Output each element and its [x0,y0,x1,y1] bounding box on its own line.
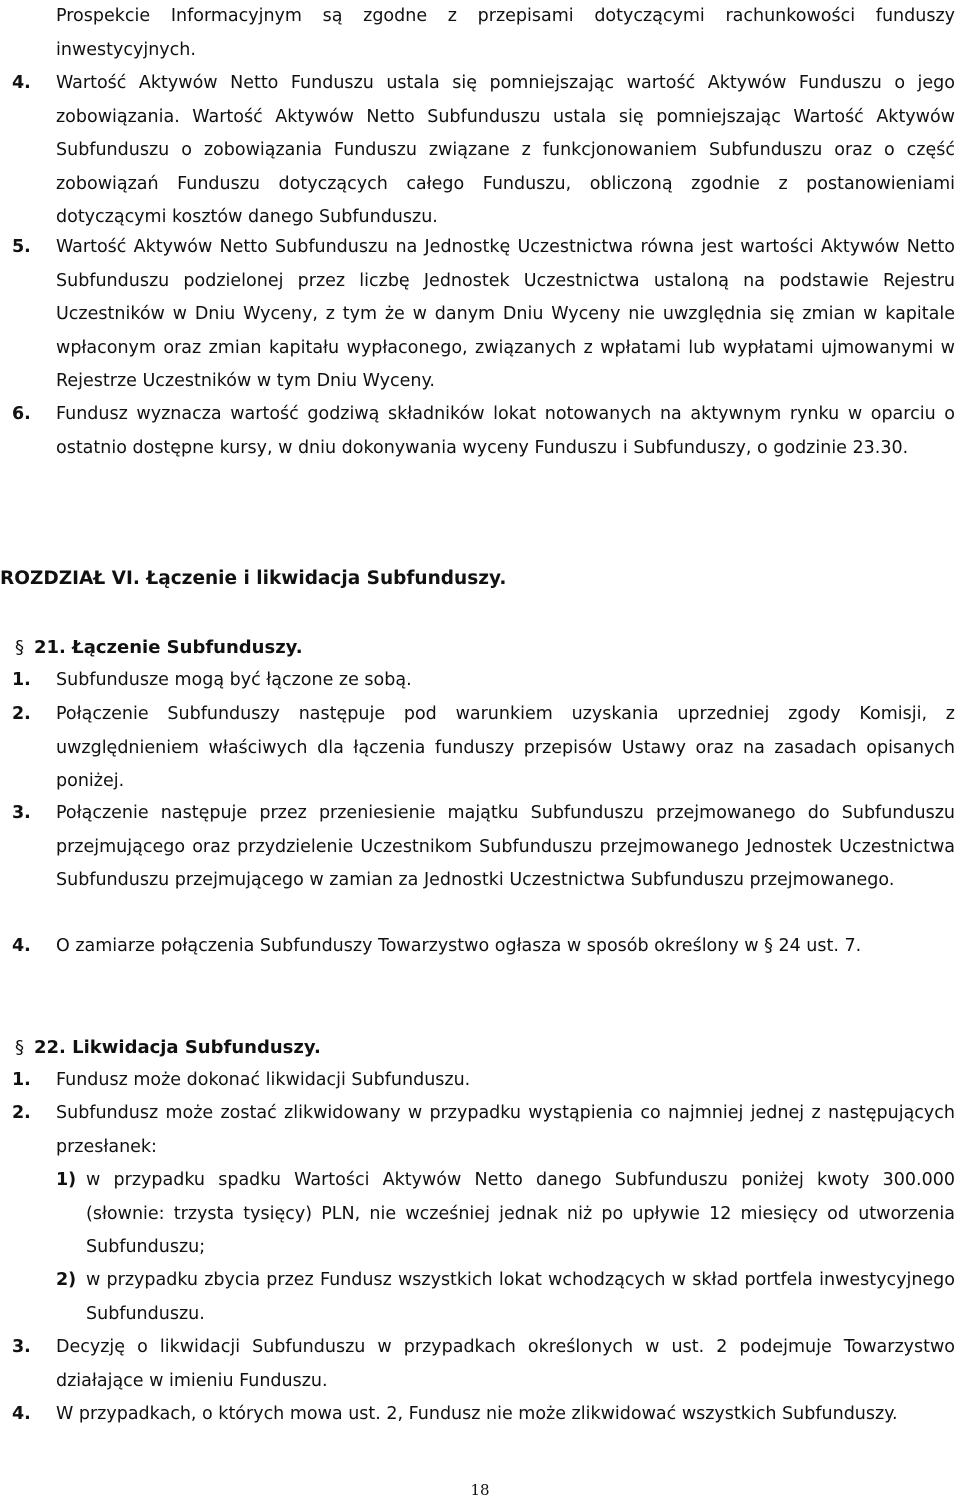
list-item [12,398,955,465]
list-item [12,1331,955,1398]
item-number: 1. [12,1070,31,1090]
section-title: 21. Łączenie Subfunduszy. [34,637,303,658]
continuation-paragraph: Prospekcie Informacyjnym są zgodne z przepisami dotyczącymi rachunkowości funduszy inwestycyjnych. [56,6,955,60]
item-text: Decyzję o likwidacji Subfunduszu w przypadkach określonych w ust. 2 podejmuje Towarzystwo działające w imieniu Funduszu. [56,1337,955,1391]
list-item [12,797,955,898]
sub-item-text: w przypadku zbycia przez Fundusz wszystkich lokat wchodzących w skład portfela inwestycyjnego Subfunduszu. [86,1270,955,1324]
item-number: 4. [12,936,31,956]
item-number: 3. [12,1337,31,1357]
page-number: 18 [470,1481,490,1499]
item-number: 2. [12,704,31,724]
list-item [12,1097,955,1164]
chapter-heading: ROZDZIAŁ VI. Łączenie i likwidacja Subfunduszy. [0,568,507,589]
item-text: Subfundusz może zostać zlikwidowany w przypadku wystąpienia co najmniej jednej z następujących przesłanek: [56,1103,955,1157]
sub-list-item [56,1164,955,1265]
item-number: 3. [12,803,31,823]
item-number: 6. [12,404,31,424]
sub-list-item [56,1264,955,1331]
list-item [12,930,955,964]
item-text: Fundusz może dokonać likwidacji Subfunduszu. [56,1070,471,1090]
item-text: Połączenie Subfunduszy następuje pod warunkiem uzyskania uprzedniej zgody Komisji, z uwzględnieniem właściwych dla łączenia funduszy przepisów Ustawy oraz na zasadach opisanych poniżej. [56,704,955,791]
sub-item-number: 2) [56,1270,77,1290]
list-item [12,698,955,799]
item-number: 1. [12,670,31,690]
item-number: 4. [12,1404,31,1424]
item-text: O zamiarze połączenia Subfunduszy Towarzystwo ogłasza w sposób określony w § 24 ust. 7. [56,936,862,956]
section-heading [15,1031,321,1065]
item-text: W przypadkach, o których mowa ust. 2, Fundusz nie może zlikwidować wszystkich Subfunduszy. [56,1404,898,1424]
item-text: Wartość Aktywów Netto Funduszu ustala się pomniejszając wartość Aktywów Funduszu o jego zobowiązania. Wartość Aktywów Netto Subfunduszu ustala się pomniejszając Wartość Aktywów Subfunduszu o zobowiązania Funduszu związane z funkcjonowaniem Subfunduszu oraz o część zobowiązań Funduszu dotyczących całego Funduszu, obliczoną zgodnie z postanowieniami dotyczącymi kosztów danego Subfunduszu. [56,73,955,227]
item-text: Połączenie następuje przez przeniesienie majątku Subfunduszu przejmowanego do Subfunduszu przejmującego oraz przydzielenie Uczestnikom Subfunduszu przejmowanego Jednostek Uczestnictwa Subfunduszu przejmującego w zamian za Jednostki Uczestnictwa Subfunduszu przejmowanego. [56,803,955,890]
list-item [12,1064,955,1098]
list-item [12,664,955,698]
section-symbol: § [15,637,24,658]
list-item [12,1398,955,1432]
section-title: 22. Likwidacja Subfunduszy. [34,1037,321,1058]
item-text: Subfundusze mogą być łączone ze sobą. [56,670,412,690]
item-text: Fundusz wyznacza wartość godziwą składników lokat notowanych na aktywnym rynku w oparciu o ostatnio dostępne kursy, w dniu dokonywania wyceny Funduszu i Subfunduszy, o godzinie 23.30. [56,404,955,458]
section-heading [15,631,303,665]
sub-item-text: w przypadku spadku Wartości Aktywów Netto danego Subfunduszu poniżej kwoty 300.000 (słownie: trzysta tysięcy) PLN, nie wcześniej jednak niż po upływie 12 miesięcy od utworzenia Subfunduszu; [86,1170,955,1257]
item-number: 4. [12,73,31,93]
list-item [12,231,955,399]
item-text: Wartość Aktywów Netto Subfunduszu na Jednostkę Uczestnictwa równa jest wartości Aktywów Netto Subfunduszu podzielonej przez liczbę Jednostek Uczestnictwa ustaloną na podstawie Rejestru Uczestników w Dniu Wyceny, z tym że w danym Dniu Wyceny nie uwzględnia się zmian w kapitale wpłaconym oraz zmian kapitału wypłaconego, związanych z wpłatami lub wypłatami ujmowanymi w Rejestrze Uczestników w tym Dniu Wyceny. [56,237,955,391]
section-symbol: § [15,1037,24,1058]
item-number: 2. [12,1103,31,1123]
list-item [12,67,955,235]
sub-item-number: 1) [56,1170,77,1190]
item-number: 5. [12,237,31,257]
